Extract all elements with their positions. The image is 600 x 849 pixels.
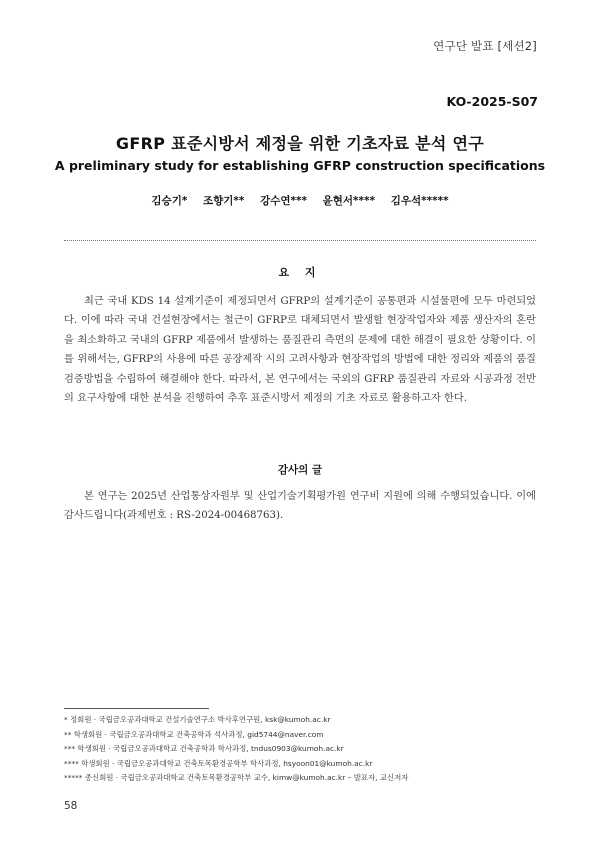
paper-title-korean: GFRP 표준시방서 제정을 위한 기초자료 분석 연구	[115, 134, 485, 153]
author: 강수연***	[260, 195, 307, 207]
running-header: 연구단 발표 [세션2]	[433, 39, 537, 53]
acknowledgement-body: 본 연구는 2025년 산업통상자원부 및 산업기술기획평가원 연구비 지원에 의해 수행되었습니다. 이에 감사드립니다(과제번호 : RS-2024-00468763).	[64, 491, 536, 522]
footnote: **** 학생회원 · 국립금오공과대학교 건축토목환경공학부 학사과정, hsyoon01@kumoh.ac.kr	[64, 758, 373, 768]
author: 조향기**	[202, 195, 245, 207]
footnote-divider	[64, 708, 209, 709]
page-number: 58	[64, 800, 78, 812]
abstract-body: 최근 국내 KDS 14 설계기준이 제정되면서 GFRP의 설계기준이 공통편과 시설물편에 모두 마련되었다. 이에 따라 국내 건설현장에서는 철근이 GFRP로 대체되면서 발생할 현장작업자와 제품 생산자의 혼란을 최소화하고 국내의 GFRP 제품에서 발생하는 품질관리 측면의 문제에 대한 해결이 필요한 상황이다. 이를 위해서는, GFRP의 사용에 따른 공장제작 시의 고려사항과 현장작업의 방법에 대한 정리와 제품의 품질검증방법을 수립하여 해결해야 한다. 따라서, 본 연구에서는 국외의 GFRP 품질관리 자료와 시공과정 전반의 요구사항에 대한 분석을 진행하여 추후 표준시방서 제정의 기초 자료로 활용하고자 한다.	[64, 296, 536, 405]
footnote: *** 학생회원 · 국립금오공과대학교 건축공학과 학사과정, tndus0903@kumoh.ac.kr	[64, 744, 344, 754]
footnote-list	[64, 713, 560, 786]
author: 윤현서****	[322, 195, 376, 207]
paper-title-english: A preliminary study for establishing GFRP construction specifications	[54, 158, 546, 173]
footnote: ***** 종신회원 · 국립금오공과대학교 건축토목환경공학부 교수, kimw@kumoh.ac.kr – 발표자, 교신저자	[64, 773, 409, 783]
footnote: * 정회원 · 국립금오공과대학교 건설기술연구소 박사후연구원, ksk@kumoh.ac.kr	[64, 715, 331, 724]
footnote: ** 학생회원 · 국립금오공과대학교 건축공학과 석사과정, gid5744@naver.com	[64, 729, 324, 739]
paper-code: KO-2025-S07	[446, 94, 538, 109]
section-divider	[64, 240, 536, 241]
author: 김승기*	[151, 195, 188, 207]
abstract-heading: 요 지	[278, 266, 322, 279]
acknowledgement-heading: 감사의 글	[277, 464, 323, 476]
author: 김우석*****	[390, 195, 449, 207]
author-list	[0, 193, 600, 208]
